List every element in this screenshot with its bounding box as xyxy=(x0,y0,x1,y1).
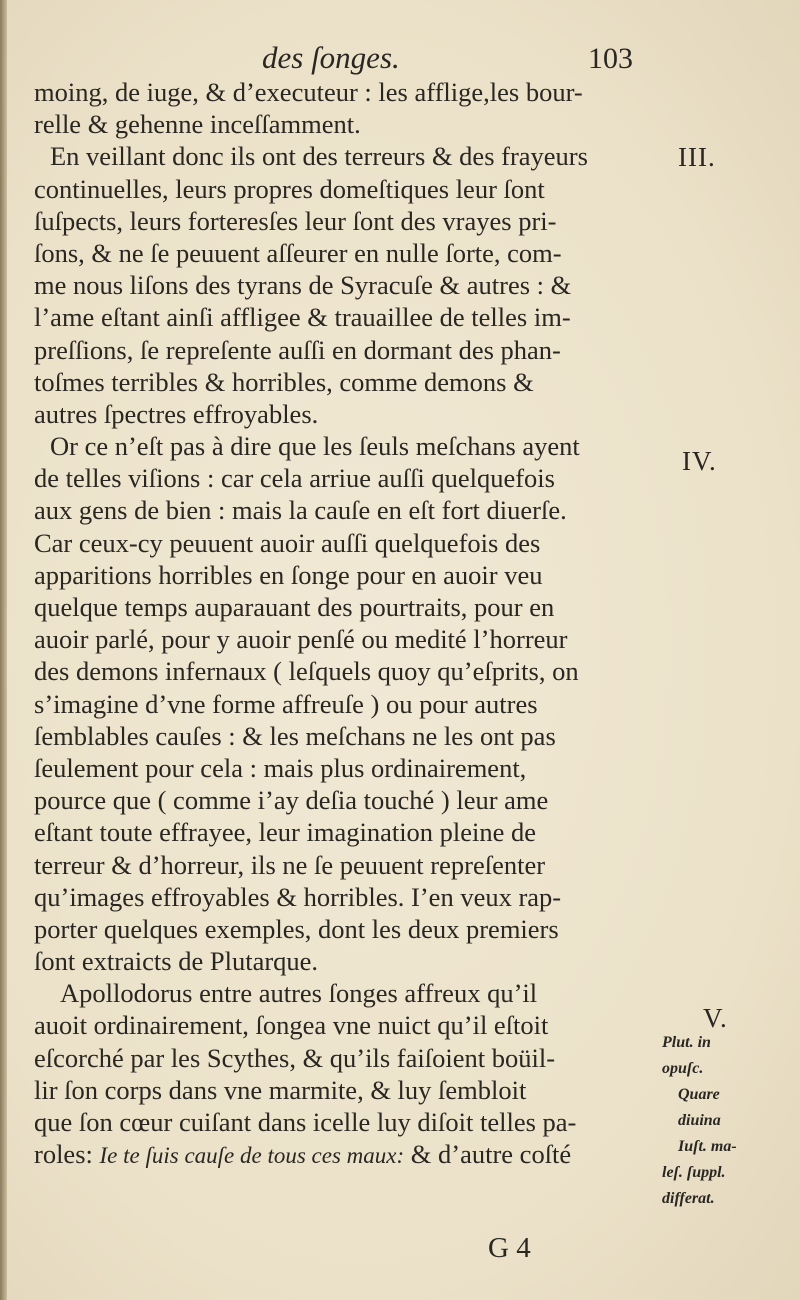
margin-section-number-5: V. xyxy=(703,1003,728,1033)
margin-note-line: Quare xyxy=(678,1086,720,1103)
text-line: ſemblables cauſes : & les meſchans ne les ont pas xyxy=(34,720,556,751)
body-text xyxy=(34,76,656,1170)
margin-note-line: diuina xyxy=(678,1112,721,1129)
text-line: eſcorché par les Scythes, & qu’ils faiſoient boüil- xyxy=(34,1042,556,1073)
text-line: continuelles, leurs propres domeſtiques leur ſont xyxy=(34,173,545,204)
margin-section-number-3: III. xyxy=(678,142,716,172)
signature-mark: G 4 xyxy=(488,1232,531,1264)
text-line: s’imagine d’vne forme affreuſe ) ou pour autres xyxy=(34,688,538,719)
text-line: autres ſpectres effroyables. xyxy=(34,398,319,429)
text-line: pource que ( comme i’ay deſia touché ) leur ame xyxy=(34,785,549,816)
text-line: que ſon cœur cuiſant dans icelle luy diſoit telles pa- xyxy=(34,1107,577,1137)
text-line: ſons, & ne ſe peuuent aſſeurer en nulle ſorte, com- xyxy=(34,237,562,268)
text-line: de telles viſions : car cela arriue auſſi quelquefois xyxy=(34,463,555,494)
margin-note-line: Plut. in xyxy=(662,1034,711,1051)
text-line: Apollodorus entre autres ſonges affreux qu’il xyxy=(60,978,538,1009)
margin-section-number-4: IV. xyxy=(682,446,717,476)
margin-note-line: Iuſt. ma- xyxy=(678,1138,737,1155)
running-head: des ſonges. xyxy=(262,40,400,75)
text-line: l’ame eſtant ainſi affligee & trauaillee de telles im- xyxy=(34,302,571,333)
text-line: me nous liſons des tyrans de Syracuſe & autres : & xyxy=(34,270,572,301)
text-line: toſmes terribles & horribles, comme demons & xyxy=(34,366,534,397)
text-line: En veillant donc ils ont des terreurs & des frayeurs xyxy=(50,141,588,172)
text-line: ſeulement pour cela : mais plus ordinairement, xyxy=(34,752,527,783)
text-line: ſuſpects, leurs forteresſes leur ſont des vrayes pri- xyxy=(34,205,557,236)
page-number: 103 xyxy=(588,42,633,75)
text-line: qu’images effroyables & horribles. I’en veux rap- xyxy=(34,881,562,912)
page-spine-edge xyxy=(0,0,7,1300)
text-line-last xyxy=(34,1138,656,1170)
text-line: relle & gehenne inceſſamment. xyxy=(34,109,361,140)
text-line: eſtant toute effrayee, leur imagination pleine de xyxy=(34,817,537,848)
line-start: roles: xyxy=(34,1139,93,1170)
margin-note-line: differat. xyxy=(662,1190,715,1207)
margin-note-line: opuſc. xyxy=(662,1060,704,1077)
text-line: aux gens de bien : mais la cauſe en eſt fort diuerſe. xyxy=(34,495,567,526)
italic-quote: Ie te ſuis cauſe de tous ces maux: xyxy=(99,1143,405,1169)
text-line: des demons infernaux ( leſquels quoy qu’eſprits, on xyxy=(34,656,579,687)
text-line: terreur & d’horreur, ils ne ſe peuuent repreſenter xyxy=(34,849,546,880)
text-line: preſſions, ſe repreſente auſſi en dormant des phan- xyxy=(34,334,561,365)
text-line: moing, de iuge, & d’executeur : les afflige,les bour- xyxy=(34,77,583,107)
text-line: quelque temps auparauant des pourtraits, pour en xyxy=(34,592,555,622)
margin-citation xyxy=(662,1030,792,1212)
text-line: lir ſon corps dans vne marmite, & luy ſembloit xyxy=(34,1074,527,1105)
text-line: Car ceux-cy peuuent auoir auſſi quelquefois des xyxy=(34,527,541,558)
text-line: porter quelques exemples, dont les deux premiers xyxy=(34,913,559,944)
text-line: Or ce n’eſt pas à dire que les ſeuls meſchans ayent xyxy=(50,431,580,462)
line-end: & d’autre coſté xyxy=(410,1139,572,1170)
text-line: auoir parlé, pour y auoir penſé ou medité l’horreur xyxy=(34,624,568,655)
text-line: auoit ordinairement, ſongea vne nuict qu’il eſtoit xyxy=(34,1010,549,1041)
margin-note-line: leſ. ſuppl. xyxy=(662,1164,726,1181)
text-line: apparitions horribles en ſonge pour en auoir veu xyxy=(34,559,543,590)
text-line: ſont extraicts de Plutarque. xyxy=(34,946,319,977)
